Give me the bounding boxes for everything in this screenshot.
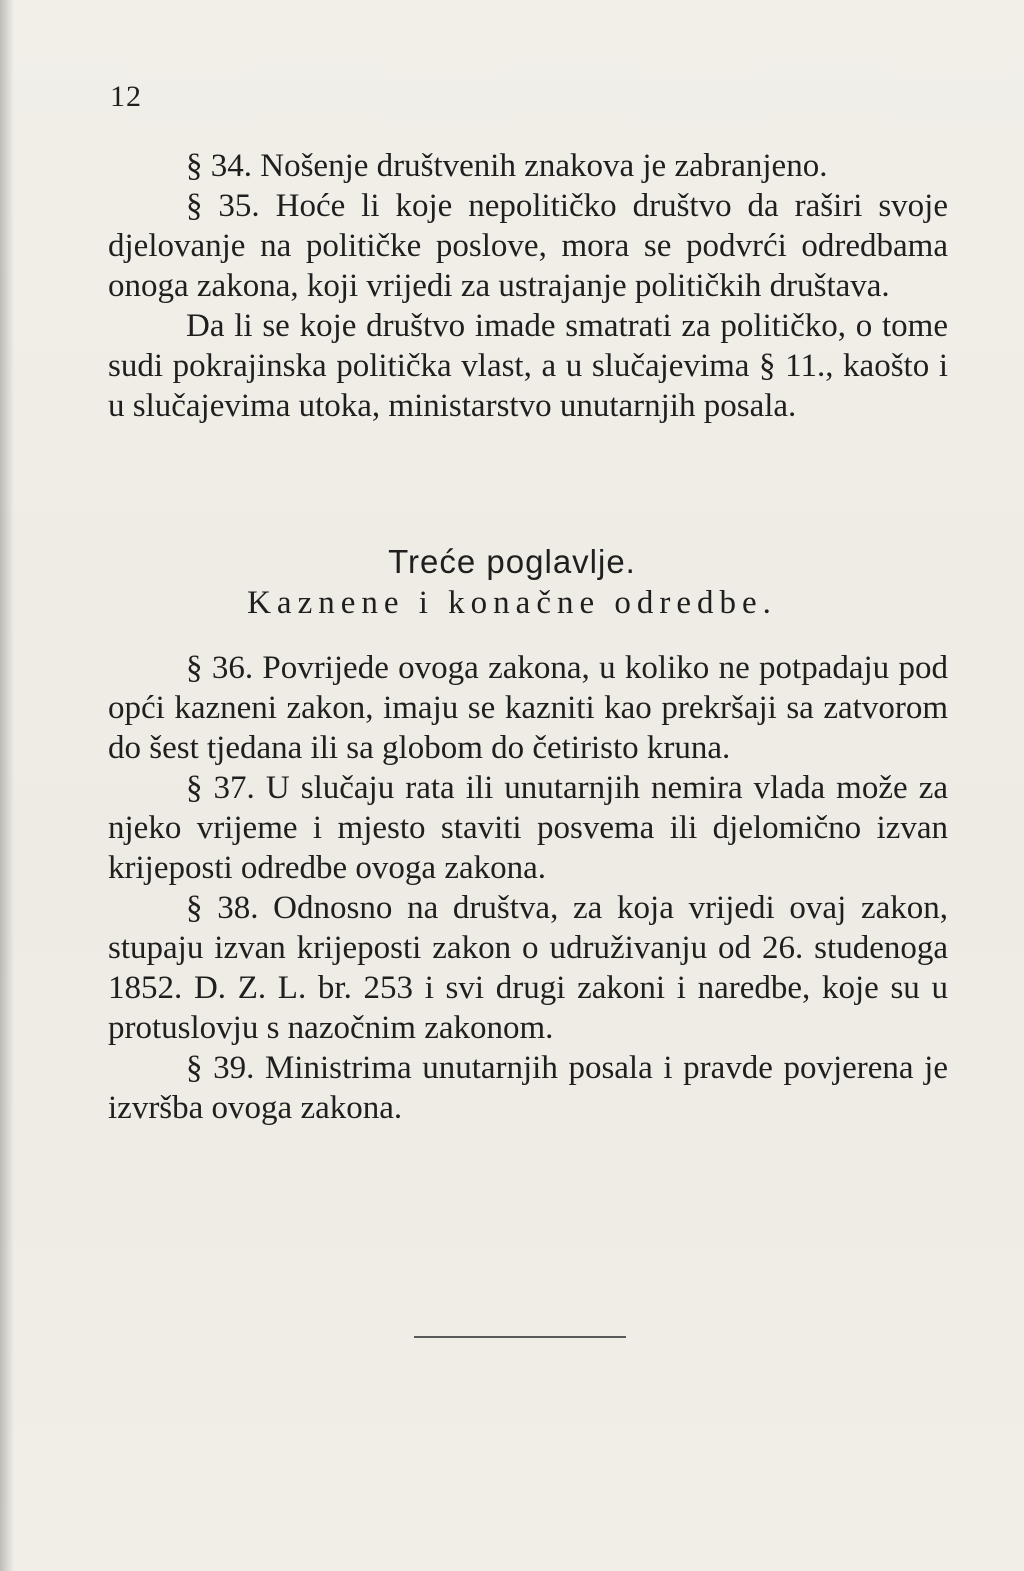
page-edge-shadow [0, 0, 14, 1571]
paragraph-section-36: § 36. Povrijede ovoga zakona, u koliko ne potpadaju pod opći kazneni zakon, imaju se kazniti kao prekršaji sa zatvorom do šest tjedana ili sa globom do četiristo kruna. [108, 650, 948, 766]
chapter-title: Treće poglavlje. [388, 543, 636, 580]
sections-34-35 [108, 146, 948, 426]
paragraph-section-37: § 37. U slučaju rata ili unutarnjih nemira vlada može za njeko vrijeme i mjesto staviti posvema ili djelomično izvan krijeposti odredbe ovoga zakona. [108, 770, 948, 886]
paragraph-political-status: Da li se koje društvo imade smatrati za političko, o tome sudi pokrajinska politička vlast, a u slučajevima § 11., kaošto i u slučajevima utoka, ministarstvo unutarnjih posala. [108, 308, 948, 424]
paragraph-section-39: § 39. Ministrima unutarnjih posala i pravde povjerena je izvršba ovoga zakona. [108, 1050, 948, 1126]
paragraph-section-34: § 34. Nošenje društvenih znakova je zabranjeno. [186, 148, 828, 184]
page-number: 12 [110, 80, 142, 113]
paragraph-section-38: § 38. Odnosno na društva, za koja vrijedi ovaj zakon, stupaju izvan krijeposti zakon o udruživanju od 26. studenoga 1852. D. Z. L. br. 253 i svi drugi zakoni i naredbe, koje su u protuslovju s nazočnim zakonom. [108, 890, 948, 1046]
paragraph-section-35: § 35. Hoće li koje nepolitičko društvo da raširi svoje djelovanje na političke poslove, mora se podvrći odredbama onoga zakona, koji vrijedi za ustrajanje političkih društava. [108, 188, 948, 304]
closing-rule [414, 1336, 626, 1338]
chapter-subtitle: Kaznene i konačne odredbe. [247, 585, 777, 621]
sections-36-39 [108, 648, 948, 1128]
